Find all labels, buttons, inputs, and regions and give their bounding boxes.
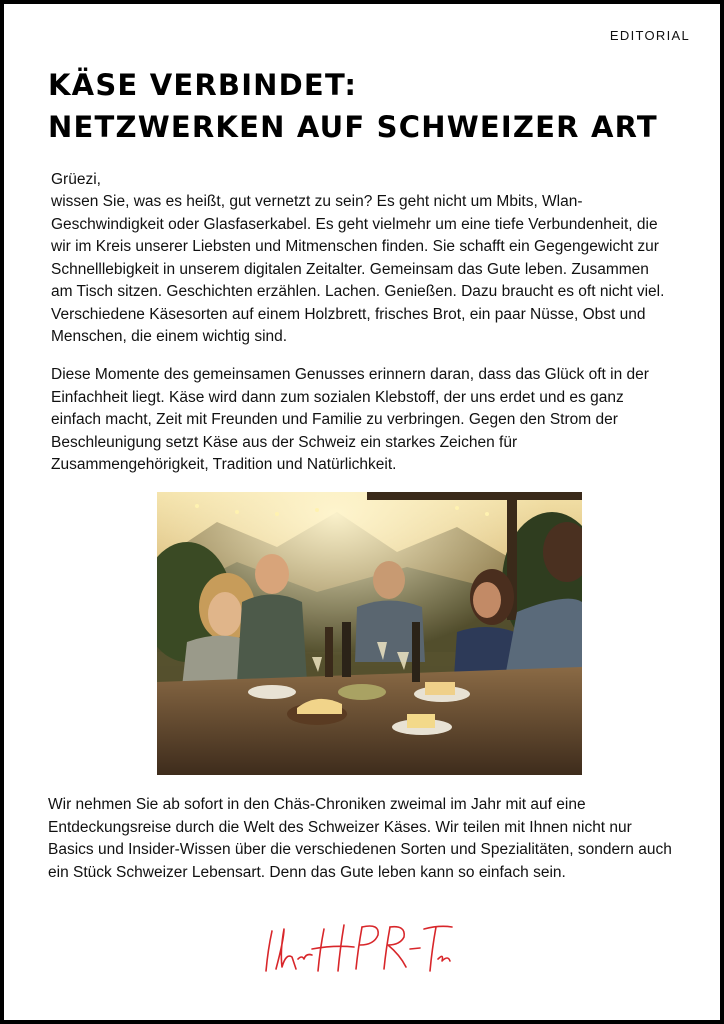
editorial-page xyxy=(4,4,720,1020)
body-paragraph-1: wissen Sie, was es heißt, gut vernetzt zu sein? Es geht nicht um Mbits, Wlan-Geschwindigkeit oder Glasfaserkabel. Es geht vielmehr um eine tiefe Verbundenheit, die wir im Kreis unserer Liebsten und Mitmenschen finden. Sie schafft ein Gegengewicht zur Schnelllebigkeit in unserem digitalen Zeitalter. Gemeinsam das Gute leben. Zusammen am Tisch sitzen. Geschichten erzählen. Lachen. Genießen. Dazu braucht es oft nicht viel. Verschiedene Käsesorten auf einem Holzbrett, frisches Brot, ein paar Nüsse, Obst und Menschen, die einem wichtig sind. xyxy=(51,193,665,345)
headline-line-1: KÄSE VERBINDET: xyxy=(48,68,358,102)
headline xyxy=(48,64,708,148)
signature xyxy=(254,909,454,989)
friends-dining-photo xyxy=(157,492,582,775)
body-paragraph-2: Diese Momente des gemeinsamen Genusses erinnern daran, dass das Glück oft in der Einfachheit liegt. Käse wird dann zum sozialen Klebstoff, der uns erdet und es ganz einfach macht, Zeit mit Freunden und Familie zu verbringen. Gegen den Strom der Beschleunigung setzt Käse aus der Schweiz ein starkes Zeichen für Zusammengehörigkeit, Tradition und Natürlichkeit. xyxy=(51,366,649,473)
greeting: Grüezi, xyxy=(51,171,101,188)
headline-line-2: NETZWERKEN AUF SCHWEIZER ART xyxy=(48,110,658,144)
section-label: EDITORIAL xyxy=(609,28,690,43)
body-paragraph-3: Wir nehmen Sie ab sofort in den Chäs-Chroniken zweimal im Jahr mit auf eine Entdeckungsreise durch die Welt des Schweizer Käses. Wir teilen mit Ihnen nicht nur Basics und Insider-Wissen über die verschiedenen Sorten und Spezialitäten, sondern auch ein Stück Schweizer Lebensart. Denn das Gute leben kann so einfach sein. xyxy=(48,796,672,881)
